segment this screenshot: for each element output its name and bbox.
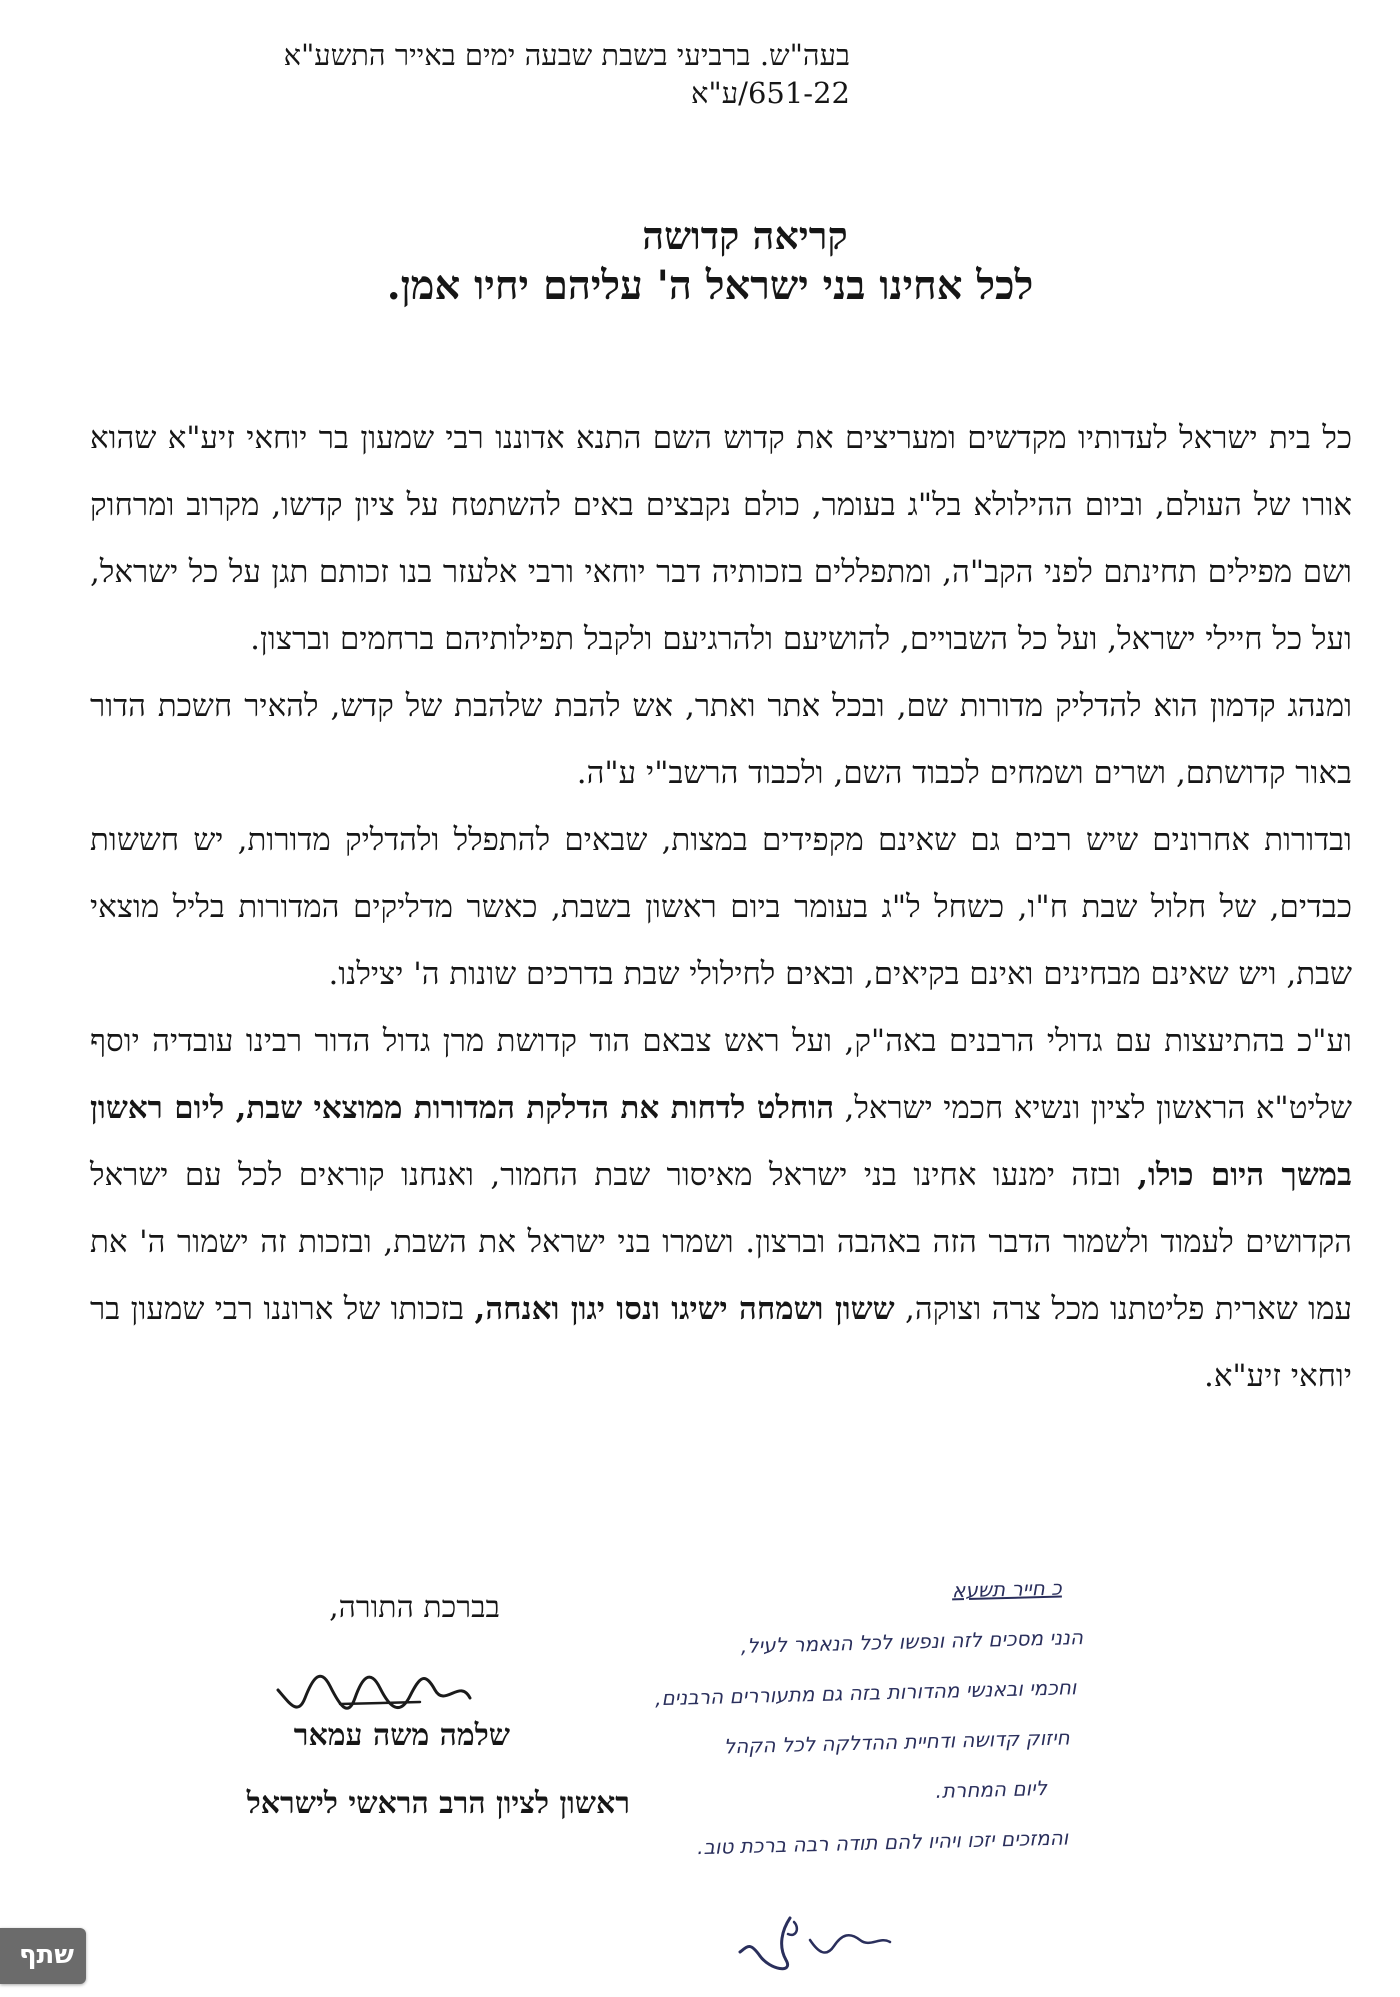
- handwritten-line-1: הנני מסכים לזה ונפשו לכל הנאמר לעיל,: [740, 1625, 1084, 1658]
- paragraph-4-decision-bold: הוחלט לדחות את הדלקת המדורות ממוצאי שבת, ליום ראשון במשך היום כולו,: [90, 1090, 1353, 1193]
- body-paragraph-4: [90, 1008, 1352, 1410]
- letter-header: [90, 36, 850, 112]
- body-paragraph-3: ובדורות אחרונים שיש רבים גם שאינם מקפידים במצות, שבאים להתפלל ולהדליק מדורות, יש חששות כבדים, של חלול שבת ח"ו, כשחל ל"ג בעומר ביום ראשון בשבת, כאשר מדליקים המדורות בליל מוצאי שבת, ויש שאינם מבחינים ואינם בקיאים, ובאים לחילולי שבת בדרכים שונות ה' יצילנו.: [90, 822, 1352, 992]
- handwritten-approval-note: [621, 1562, 1089, 1874]
- signature-icon: [270, 1668, 480, 1718]
- handwritten-line-4: ליום המחרת.: [935, 1776, 1048, 1803]
- share-button-label: שתף: [18, 1940, 74, 1970]
- handwritten-line-3: חיזוק קדושה ודחיית ההדלקה לכל הקהל: [723, 1725, 1070, 1759]
- document-subtitle: לכל אחינו בני ישראל ה' עליהם יחיו אמן.: [386, 262, 1034, 309]
- handwritten-line-2: וחכמי ובאנשי מהדורות בזה גם מתעוררים הרבנים,: [654, 1675, 1077, 1711]
- body-paragraph-1: כל בית ישראל לעדותיו מקדשים ומעריצים את קדוש השם התנא אדוננו רבי שמעון בר יוחאי זיע"א שהוא אורו של העולם, וביום ההילולא בל"ג בעומר, כולם נקבצים באים להשתטח על ציון קדשו, מקרוב ומרחוק ושם מפילים תחינתם לפני הקב"ה, ומתפללים בזכותיה דבר יוחאי ורבי אלעזר בנו זכותם תגן על כל ישראל, ועל כל חיילי ישראל, ועל כל השבויים, להושיעם ולהרגיעם ולקבל תפילותיהם ברחמים וברצון.: [90, 420, 1352, 657]
- letter-body: [90, 405, 1352, 1410]
- header-date-line: בעה"ש. ברביעי בשבת שבעה ימים באייר התשע"א: [283, 38, 850, 72]
- closing-blessing: בברכת התורה,: [329, 1590, 500, 1625]
- header-reference-number: 651-22/ע"א: [691, 76, 850, 110]
- handwritten-line-5: והמזכים יזכו ויהיו להם תודה רבה ברכת טוב.: [696, 1825, 1069, 1860]
- signer-name: שלמה משה עמאר: [293, 1718, 510, 1753]
- paragraph-4-start: וע"כ בהתיעצות עם גדולי הרבנים באה"ק, ועל ראש צבאם הוד קדושת מרן גדול הדור רבינו עובדיה יוסף שליט"א הראשון לציון ונשיא חכמי ישראל,: [90, 1023, 1352, 1126]
- paragraph-4-end: בזכותו של ארוננו רבי שמעון בר יוחאי זיע"א.: [90, 1291, 1352, 1394]
- share-button[interactable]: [0, 1928, 86, 1984]
- document-title: קריאה קדושה: [642, 213, 848, 258]
- signature-icon: [730, 1912, 900, 1972]
- title-block: [300, 212, 1120, 312]
- body-paragraph-2: ומנהג קדמון הוא להדליק מדורות שם, ובכל אתר ואתר, אש להבת שלהבת של קדש, להאיר חשכת הדור באור קדושתם, ושרים ושמחים לכבוד השם, ולכבוד הרשב"י ע"ה.: [90, 688, 1352, 791]
- paragraph-4-blessing-bold: ששון ושמחה ישיגו ונסו יגון ואנחה,: [474, 1291, 895, 1327]
- signer-title: ראשון לציון הרב הראשי לישראל: [246, 1786, 630, 1821]
- handwritten-date: כ חייר תשעא: [951, 1575, 1062, 1603]
- paragraph-4-middle: ובזה ימנעו אחינו בני ישראל מאיסור שבת החמור, ואנחנו קוראים לכל עם ישראל הקדושים לעמוד ולשמור הדבר הזה באהבה וברצון. ושמרו בני ישראל את השבת, ובזכות זה ישמור ה' את עמו שארית פליטתנו מכל צרה וצוקה,: [90, 1157, 1352, 1327]
